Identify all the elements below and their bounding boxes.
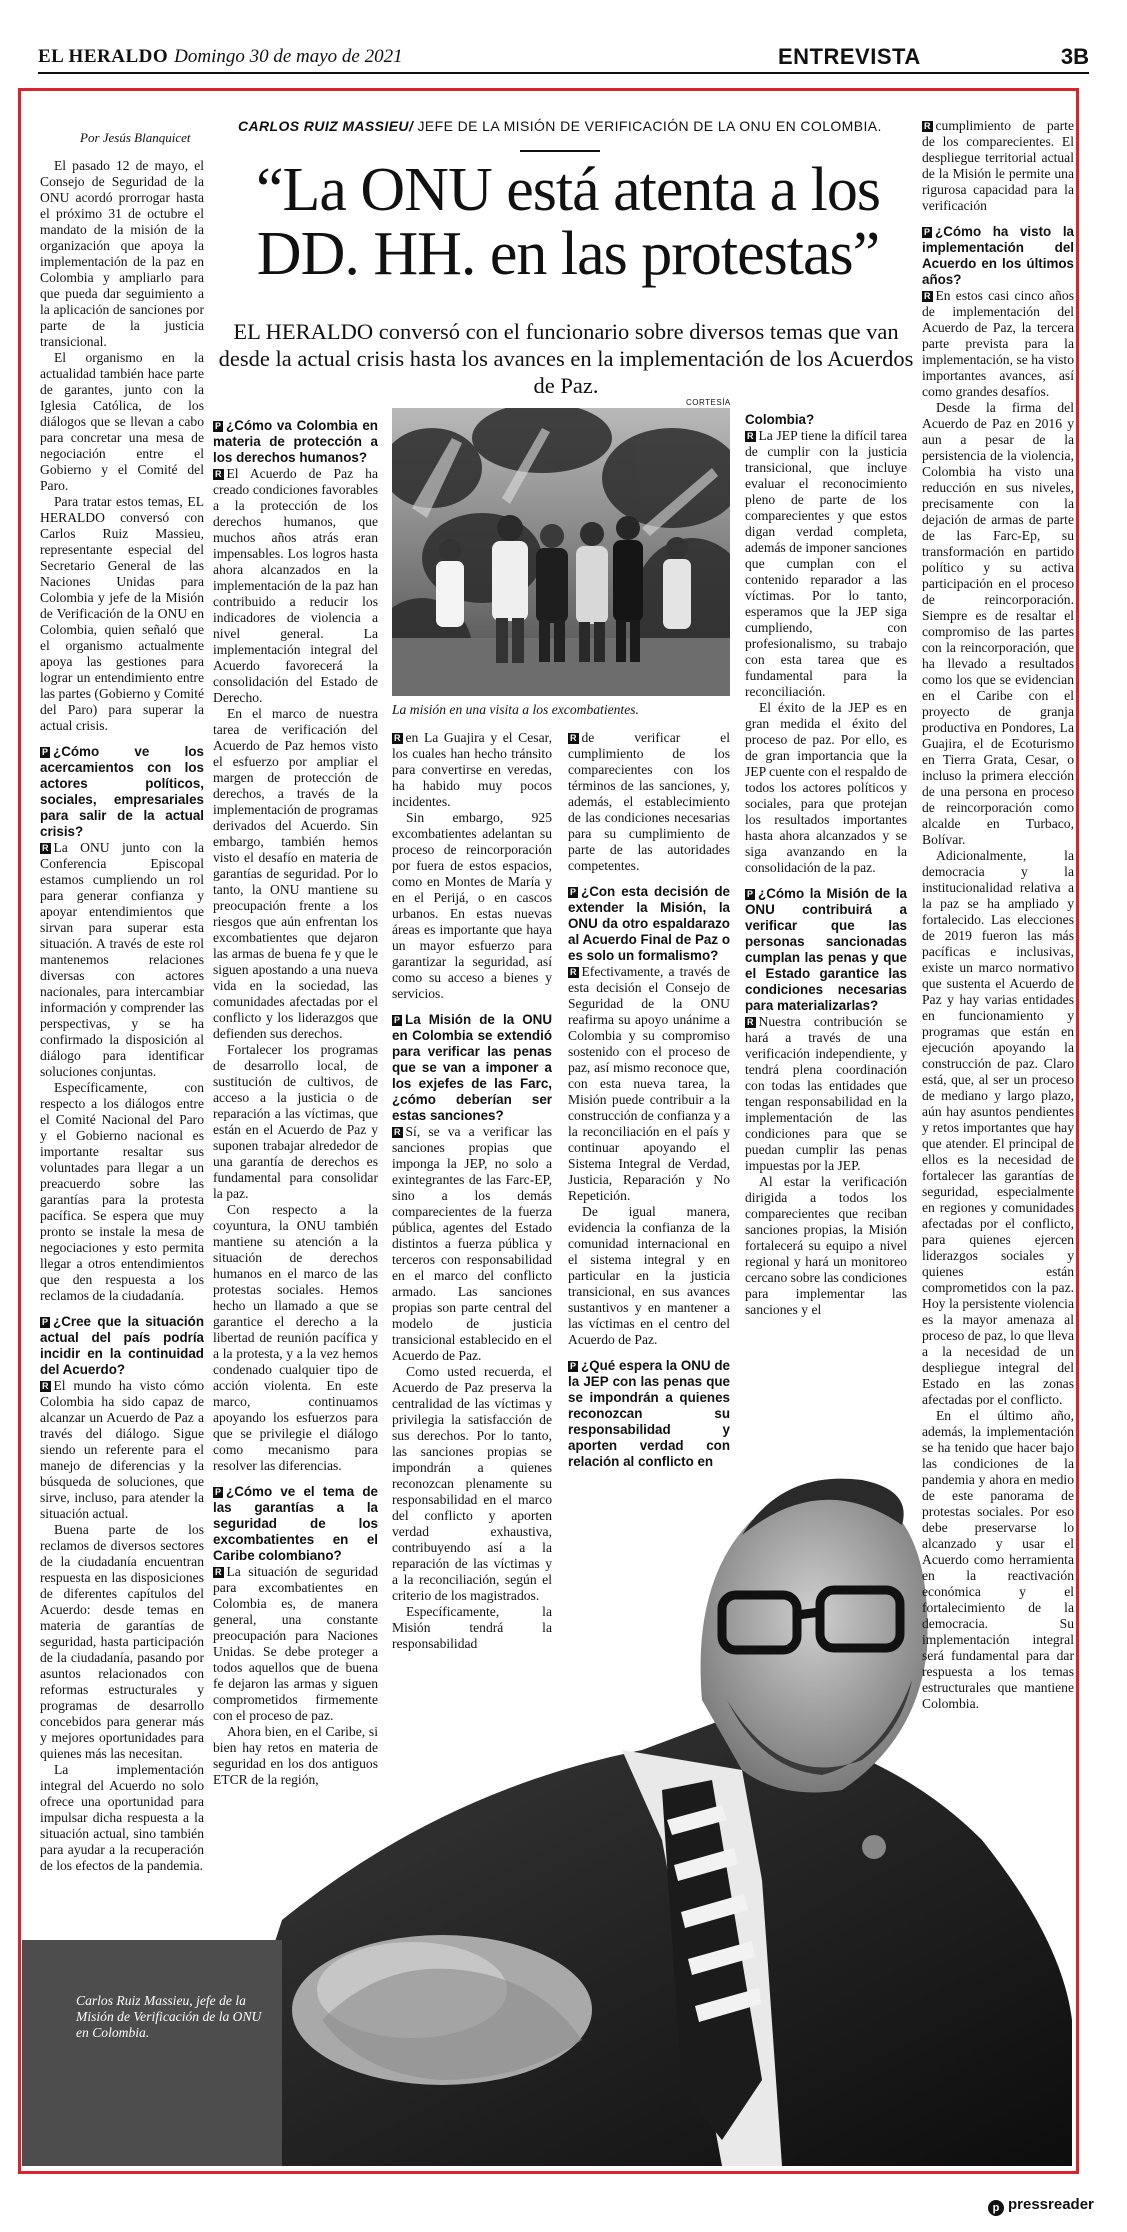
paragraph (745, 700, 907, 876)
text: La situación de seguridad para excombatientes en Colombia es, de manera general, una constante preocupación para Naciones Unidas. Se debe proteger a todos aquellos que de buena fe dejaron las armas y siguen comprometidos firmemente con el proceso de paz. (213, 1564, 378, 1723)
question-marker: P (215, 1487, 222, 1497)
masthead-left (38, 46, 403, 68)
paragraph (392, 1364, 552, 1604)
question-marker: P (570, 887, 577, 897)
pressreader-icon: p (988, 2200, 1004, 2216)
text: ¿Cómo va Colombia en materia de protección a los derechos humanos? (213, 418, 378, 465)
kicker (238, 118, 898, 134)
text: Colombia? (745, 412, 815, 427)
answer-marker: R (570, 733, 577, 743)
text: Nuestra contribución se hará a través de una verificación independiente, y tendrá plena coordinación con todas las entidades que tengan responsabilidad en la implementación de las condiciones para que se puedan cumplir las penas impuestas por la JEP. (745, 1014, 907, 1173)
answer (213, 1564, 378, 1724)
byline: Por Jesús Blanquicet (80, 130, 191, 145)
answer-marker: R (394, 1127, 401, 1137)
text: Con respecto a la coyuntura, la ONU también mantiene su atención a la situación de derechos humanos en el marco de las protestas sociales. Hemos hecho un llamado a que se garantice el derecho a la libertad de reunión pacífica y a la protesta, y a la vez hemos condenado cualquier tipo de acción violenta. En este marco, continuamos apoyando los esfuerzos para que se privilegie el diálogo como mecanismo para resolver las diferencias. (213, 1202, 378, 1473)
answer (922, 118, 1074, 214)
paragraph (40, 350, 204, 494)
question-marker: P (924, 227, 931, 237)
answer-marker: R (570, 967, 577, 977)
answer (392, 1124, 552, 1364)
paragraph (922, 848, 1074, 1408)
question (213, 418, 378, 466)
text: La ONU junto con la Conferencia Episcopal estamos cumpliendo un rol para generar confianza y apoyar entendimientos que sirvan para superar esta situación. A través de este rol mantenemos relaciones diversas con actores nacionales, para intercambiar información y comprender las perspectivas, y se ha confirmado la disposición al diálogo para identificar soluciones conjuntas. (40, 840, 204, 1079)
column-5 (745, 412, 907, 1318)
question-marker: P (42, 747, 49, 757)
text: Específicamente, con respecto a los diálogos entre el Comité Nacional del Paro y el Gobierno nacional es importante resaltar sus voluntades para llegar a un preacuerdo sobre las garantías para la protesta pacífica. Se espera que muy pronto se instale la mesa de negociaciones y esto permita llegar a otros entendimientos que den respuesta a los reclamos de la ciudadanía. (40, 1080, 204, 1303)
subhead: EL HERALDO conversó con el funcionario sobre diversos temas que van desde la actual crisis hasta los avances en la implementación de los Acuerdos de Paz. (218, 319, 914, 398)
text: Desde la firma del Acuerdo de Paz en 2016 y aun a pesar de la persistencia de la violencia, Colombia ha visto una reducción en sus niveles, precisamente con la dejación de armas de parte de las Farc-Ep, su transformación en partido político y su activa participación en el proceso de reincorporación. Siempre es de resaltar el compromiso de las partes con la reincorporación, que ha llevado a resultados como los que se evidencian en el Caribe con el proyecto de granja productiva en Pondores, La Guajira, el de Ecoturismo en Tierra Grata, Cesar, o incluso la primera elección de una persona en proceso de reincorporación como alcalde en Turbaco, Bolívar. (922, 400, 1074, 847)
text: Como usted recuerda, el Acuerdo de Paz preserva la centralidad de las víctimas y privilegia la satisfacción de sus derechos. Por lo tanto, las sanciones propias se impondrán a quienes reconozcan plenamente su responsabilidad en el marco del conflicto y aporten verdad exhaustiva, contribuyendo así a la reparación de las víctimas y a la reconciliación, según el criterio de los magistrados. (392, 1364, 552, 1603)
portrait-caption: Carlos Ruiz Massieu, jefe de la Misión de Verificación de la ONU en Colombia. (76, 1993, 262, 2040)
answer (745, 1014, 907, 1174)
paragraph (40, 494, 204, 734)
mission-visit-illustration (392, 408, 730, 696)
answer-marker: R (924, 291, 931, 301)
text: ¿Cómo ve los acercamientos con los actores políticos, sociales, empresariales para salir de la actual crisis? (40, 744, 204, 839)
mission-visit-photo (392, 408, 730, 696)
answer (922, 288, 1074, 400)
text: de verificar el cumplimiento de los comparecientes con los términos de las sanciones, y, además, el establecimiento de las condiciones necesarias para su cumplimiento de parte de las autoridades competentes. (568, 730, 730, 873)
photo-caption-top: La misión en una visita a los excombatientes. (392, 702, 639, 717)
text: ¿Cómo ha visto la implementación del Acuerdo en los últimos años? (922, 224, 1074, 287)
paragraph (40, 158, 204, 350)
question-marker: P (394, 1015, 401, 1025)
text: Adicionalmente, la democracia y la institucionalidad relativa a la paz se ha ampliado y fortalecido. Las elecciones de 2019 fueron las más pacíficas e inclusivas, existe un marco normativo que sustenta el Acuerdo de Paz y hay varias entidades en funcionamiento y programas que están en ejecución apoyando la construcción de paz. Claro está, que, al ser un proceso de mediano y largo plazo, aún hay asuntos pendientes y retos importantes que hay que atender. El principal de ellos es la necesidad de fortalecer las garantías de seguridad, especialmente en regiones y comunidades afectadas por el conflicto, para quienes ejercen liderazgos sociales y quienes están comprometidos con la paz. Hoy la persistente violencia es la mayor amenaza al proceso de paz, lo que lleva a la necesidad de un despliegue integral del Estado en las zonas afectadas por el conflicto. (922, 848, 1074, 1407)
question (745, 886, 907, 1014)
text: Ahora bien, en el Caribe, si bien hay retos en materia de seguridad en los dos antiguos ETCR de la región, (213, 1724, 378, 1787)
text: Sí, se va a verificar las sanciones propias que imponga la JEP, no solo a exintegrantes de las Farc-EP, sino a los demás comparecientes de la fuerza pública, agentes del Estado distintos a fuerza pública y terceros con responsabilidad en el marco del conflicto armado. Las sanciones propias son parte central del modelo de justicia transicional establecido en el Acuerdo de Paz. (392, 1124, 552, 1363)
paragraph (213, 1202, 378, 1474)
paragraph (213, 706, 378, 1042)
text: El pasado 12 de mayo, el Consejo de Seguridad de la ONU acordó prorrogar hasta el próximo 31 de octubre el mandato de la misión de la organización que apoya la implementación de la paz en Colombia y ampliarlo para que pueda dar seguimiento a la aplicación de sanciones por parte de la justicia transicional. (40, 158, 204, 349)
question (213, 1484, 378, 1564)
kicker-role: JEFE DE LA MISIÓN DE VERIFICACIÓN DE LA ONU EN COLOMBIA. (413, 118, 882, 134)
text: El Acuerdo de Paz ha creado condiciones favorables a la protección de los derechos humanos, que muchos años atrás eran impensables. Los logros hasta ahora alcanzados en la implementación de la paz han contribuido a reducir los indicadores de violencia a nivel general. La implementación integral del Acuerdo favorecerá la consolidación del Estado de Derecho. (213, 466, 378, 705)
paragraph (392, 1604, 552, 1652)
column-2 (213, 408, 378, 1788)
paragraph (745, 1174, 907, 1318)
paragraph (213, 1724, 378, 1788)
lapel-pin (862, 1835, 886, 1859)
page-number: 3B (1060, 44, 1089, 69)
text: En estos casi cinco años de implementación del Acuerdo de Paz, la tercera parte prevista para la implementación, se ha visto importantes avances, así como grandes desafíos. (922, 288, 1074, 399)
section-name: ENTREVISTA (778, 44, 921, 69)
answer-marker: R (42, 843, 49, 853)
text: De igual manera, evidencia la confianza de la comunidad internacional en el sistema integral y en particular en la justicia transicional, en sus avances sustantivos y en mantener a las víctimas en el centro del Acuerdo de Paz. (568, 1204, 730, 1347)
answer-marker: R (215, 1567, 222, 1577)
text: ¿Cómo ve el tema de las garantías a la seguridad de los excombatientes en el Caribe colombiano? (213, 1484, 378, 1563)
photo-credit: CORTESÍA (686, 398, 731, 407)
question (568, 884, 730, 964)
answer-marker: R (747, 1017, 754, 1027)
question (40, 1314, 204, 1378)
answer (40, 1378, 204, 1522)
answer-marker: R (747, 431, 754, 441)
column-3 (392, 730, 552, 1652)
answer-marker: R (215, 469, 222, 479)
text: Para tratar estos temas, EL HERALDO conversó con Carlos Ruiz Massieu, representante especial del Secretario General de las Naciones Unidas para Colombia y jefe de la Misión de Verificación de la ONU en Colombia, quien señaló que el organismo actualmente apoya las gestiones para lograr un entendimiento entre las partes (Gobierno y Comité del Paro) para superar la actual crisis. (40, 494, 204, 733)
masthead (38, 42, 1089, 74)
text: La JEP tiene la difícil tarea de cumplir con la justicia transicional, que incluye evaluar el reconocimiento pleno de parte de los comparecientes y que estos digan verdad completa, además de imponer sanciones que cumplan con el contenido reparador a las víctimas. Por lo tanto, esperamos que la JEP siga cumpliendo, con profesionalismo, su trabajo con esta tarea que es fundamental para la reconciliación. (745, 428, 907, 699)
paragraph (922, 1408, 1074, 1712)
text: En el marco de nuestra tarea de verificación del Acuerdo de Paz hemos visto el esfuerzo por ampliar el margen de protección de derechos, a través de la implementación de programas derivados del Acuerdo. Sin embargo, también hemos visto el desafío en materia de garantías de seguridad. Por lo tanto, la ONU mantiene su preocupación frente a los riesgos que aún enfrentan los excombatientes que dejaron las armas de buena fe y que le siguen apostando a una nueva vida en la sociedad, las comunidades afectadas por el conflicto y los liderazgos que defienden sus derechos. (213, 706, 378, 1041)
issue-date: Domingo 30 de mayo de 2021 (174, 46, 403, 67)
text: Fortalecer los programas de desarrollo local, de sustitución de cultivos, de acceso a la justicia o de reparación a las víctimas, que están en el Acuerdo de Paz y suponen trabajar alrededor de una garantía de derechos es fundamental para consolidar la paz. (213, 1042, 378, 1201)
text: cumplimiento de parte de los comparecientes. El despliegue territorial actual de la Misión le permite una rigurosa capacidad para la verificación (922, 118, 1074, 213)
text: El organismo en la actualidad también hace parte de garantes, junto con la Iglesia Católica, de los diálogos que se llevan a cabo para concretar una mesa de negociación entre el Gobierno y el Comité del Paro. (40, 350, 204, 493)
answer (40, 840, 204, 1080)
paragraph (392, 810, 552, 1002)
kicker-rule (520, 150, 600, 152)
answer-marker: R (924, 121, 931, 131)
paragraph (213, 1042, 378, 1202)
text: ¿Qué espera la ONU de la JEP con las penas que se impondrán a quienes reconozcan su responsabilidad y aporten verdad con relación al conflicto en (568, 1358, 730, 1469)
clasped-hands (292, 1935, 592, 2085)
answer-marker: R (394, 733, 401, 743)
text: El éxito de la JEP es en gran medida el éxito del proceso de paz. Por ello, es de gran importancia que la JEP cuente con el respaldo de todos los actores políticos y sociales, para que protejan los resultados importantes hasta ahora alcanzados y se siga avanzando en la consolidación de la paz. (745, 700, 907, 875)
column-4 (568, 730, 730, 1470)
text: en La Guajira y el Cesar, los cuales han hecho tránsito para convertirse en veredas, ha habido muy pocos incidentes. (392, 730, 552, 809)
kicker-name: CARLOS RUIZ MASSIEU/ (238, 118, 414, 134)
answer (392, 730, 552, 810)
text: Al estar la verificación dirigida a todos los comparecientes que reciban sanciones propias, la Misión fortalecerá su equipo a nivel regional y hará un monitoreo cercano sobre las condiciones para implementar las sanciones y el (745, 1174, 907, 1317)
text: En el último año, además, la implementación se ha tenido que hacer bajo las condiciones de la pandemia y ahora en medio de este panorama de protestas sociales. Por eso debe preservarse lo alcanzado y usar el Acuerdo como herramienta en la reactivación económica y el fortalecimiento de la democracia. Su implementación integral será fundamental para dar respuesta a los temas estructurales que mantiene Colombia. (922, 1408, 1074, 1711)
text: La implementación integral del Acuerdo no solo ofrece una oportunidad para impulsar dicha respuesta a la situación actual, sino también para ayudar a la recuperación de los efectos de la pandemia. (40, 1762, 204, 1873)
question (392, 1012, 552, 1124)
paragraph (40, 1080, 204, 1304)
paragraph (922, 400, 1074, 848)
headline: “La ONU está atenta a los DD. HH. en las protestas” (255, 156, 880, 288)
question-marker: P (42, 1317, 49, 1327)
text: Específicamente, la Misión tendrá la responsabilidad (392, 1604, 552, 1651)
text: ¿Con esta decisión de extender la Misión, la ONU da otro espaldarazo al Acuerdo Final de Paz o es solo un formalismo? (568, 884, 730, 963)
pressreader-logo (988, 2196, 1094, 2216)
column-1 (40, 130, 204, 1874)
question-marker: P (570, 1361, 577, 1371)
question (922, 224, 1074, 288)
pressreader-wordmark: pressreader (1008, 2196, 1094, 2213)
paragraph (40, 1522, 204, 1762)
question-marker: P (215, 421, 222, 431)
paragraph (40, 1762, 204, 1874)
text: La Misión de la ONU en Colombia se extendió para verificar las penas que se van a imponer a los exjefes de las Farc, ¿cómo deberían ser estas sanciones? (392, 1012, 552, 1123)
text: Sin embargo, 925 excombatientes adelantan su proceso de reincorporación por fuera de estos espacios, como en Montes de María y en el Perijá, o en cascos urbanos. En estas nuevas áreas es importante que haya un mayor esfuerzo para garantizar la seguridad, así como su acceso a bienes y servicios. (392, 810, 552, 1001)
question-marker: P (747, 889, 754, 899)
paper-name: EL HERALDO (38, 46, 169, 67)
text: El mundo ha visto cómo Colombia ha sido capaz de alcanzar un Acuerdo de Paz a través del diálogo. Sigue siendo un referente para el manejo de diferencias y la búsqueda de soluciones, que sirve, incluso, para atender la situación actual. (40, 1378, 204, 1521)
answer (568, 964, 730, 1204)
answer (568, 730, 730, 874)
column-6 (922, 118, 1074, 1712)
paragraph (568, 1204, 730, 1348)
question (568, 1358, 730, 1470)
text: Efectivamente, a través de esta decisión el Consejo de Seguridad de la ONU reafirma su apoyo unánime a Colombia y su compromiso sostenido con el proceso de paz, así mismo reconoce que, con esta nueva tarea, la Misión puede contribuir a la construcción de confianza y a la reconciliación en el país y continuar apoyando el Sistema Integral de Verdad, Justicia, Reparación y No Repetición. (568, 964, 730, 1203)
text: ¿Cómo la Misión de la ONU contribuirá a verificar que las personas sancionadas cumplan las penas y que el Estado garantice las condiciones necesarias para materializarlas? (745, 886, 907, 1013)
answer (213, 466, 378, 706)
question (40, 744, 204, 840)
text: Buena parte de los reclamos de diversos sectores de la ciudadanía encuentran respuesta en las disposiciones de diferentes capítulos del Acuerdo: desde temas en materia de garantías de seguridad, hasta participación de la ciudadanía, pasando por asuntos relacionados con reformas estructurales y programas de desarrollo concebidos para generar más y mejores oportunidades para quienes más las necesitan. (40, 1522, 204, 1761)
text: ¿Cree que la situación actual del país podría incidir en la continuidad del Acuerdo? (40, 1314, 204, 1377)
answer (745, 428, 907, 700)
answer-marker: R (42, 1381, 49, 1391)
question (745, 412, 907, 428)
